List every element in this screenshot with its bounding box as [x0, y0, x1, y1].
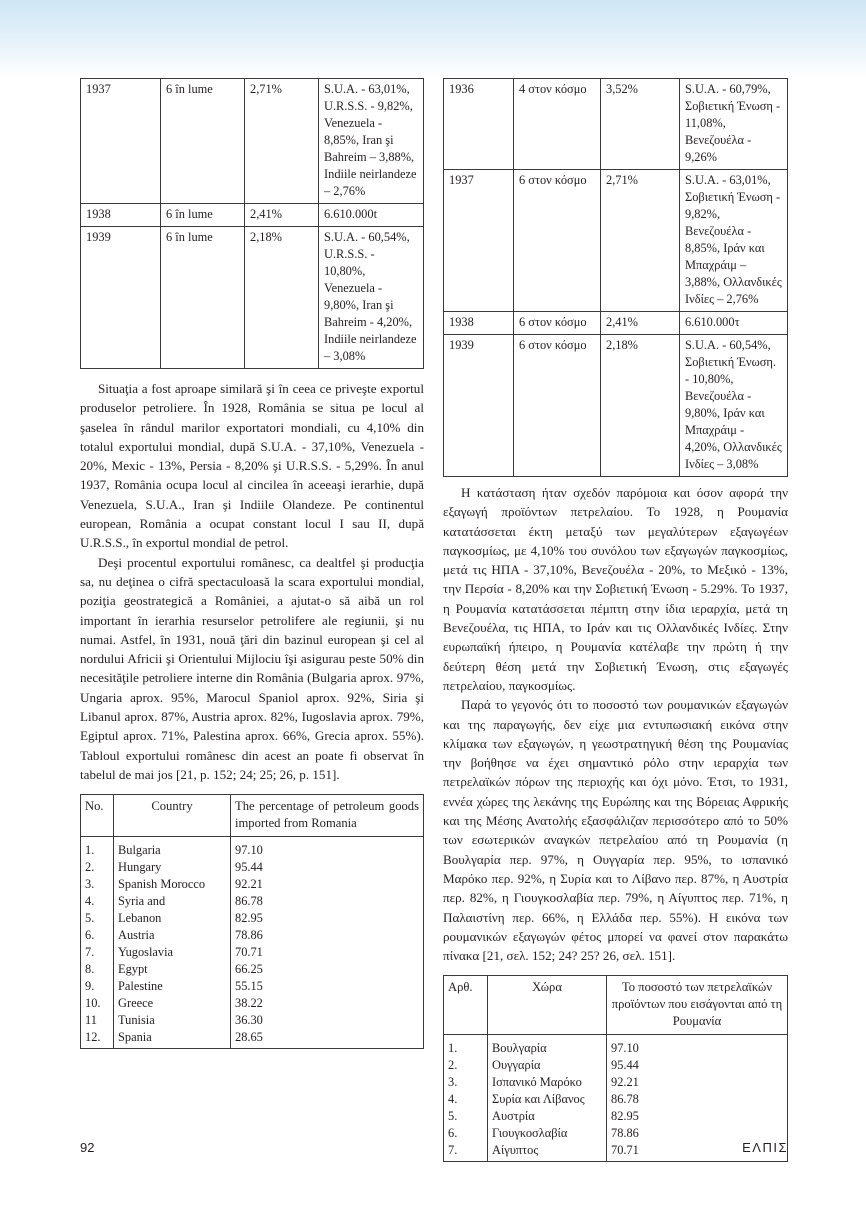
export-row: [444, 335, 788, 477]
cell-country: Αίγυπτος: [488, 1142, 607, 1162]
cell-year: 1936: [444, 79, 514, 170]
cell-number: 5.: [85, 911, 95, 926]
table-row: [444, 1142, 788, 1162]
table-row: [444, 1091, 788, 1108]
journal-name: ΕΛΠΙΣ: [742, 1140, 788, 1155]
cell-number: 3.: [448, 1075, 458, 1090]
cell-note: S.U.A. - 60,54%, Σοβιετική Ένωση. - 10,80%, Βενεζουέλα - 9,80%, Ιράν και Μπαχράιμ - 4,20%, Ολλανδικές Ινδίες – 3,08%: [680, 335, 788, 477]
table-row: [444, 1125, 788, 1142]
export-row: [444, 312, 788, 335]
cell-country: Greece: [114, 995, 231, 1012]
table-row: [81, 995, 424, 1012]
table-row: [81, 1012, 424, 1029]
cell-percentage: 70.71: [231, 944, 424, 961]
header-percentage: The percentage of petroleum goods imported from Romania: [231, 795, 424, 837]
cell-year: 1938: [444, 312, 514, 335]
header-xora: Χώρα: [488, 976, 607, 1035]
cell-rank: 6 în lume: [161, 227, 245, 369]
cell-percentage: 86.78: [231, 893, 424, 910]
cell-number: 11: [85, 1013, 97, 1028]
table-row: [444, 1108, 788, 1125]
export-ranking-table-gr: [443, 78, 788, 477]
cell-percentage: 78.86: [607, 1125, 788, 1142]
cell-percentage: 82.95: [607, 1108, 788, 1125]
table-row: [81, 944, 424, 961]
cell-country: Lebanon: [114, 910, 231, 927]
cell-number: 7.: [85, 945, 95, 960]
paragraph-gr-2: Παρά το γεγονός ότι το ποσοστό των ρουμανικών εξαγωγών και της παραγωγής, δεν είχε μια εντυπωσιακή εικόνα στην κλίμακα των εξαγωγών, η γεωστρατηγική θέση της Ρουμανίας την βοήθησε να έχει σημαντικό ρόλο στην ιεραρχία των πετρελαϊκών πόρων της περιοχής και όχι μόνο. Έτσι, το 1931, εννέα χώρες της λεκάνης της Ευρώπης και της Βόρειας Αφρικής και της Μέσης Ανατολής εξασφάλιζαν περισσότερο από το 50% των εσωτερικών αναγκών πετρελαίου από τη Ρουμανία (η Βουλγαρία περ. 97%, η Ουγγαρία περ. 95%, το ισπανικό Μαρόκο περ. 92%, η Συρία και το Λίβανο περ. 87%, η Αυστρία περ. 82%, η Γιουγκοσλαβία περ. 79%, η Αίγυπτος περ. 71%, η Παλαιστίνη περ. 66%, η Ελλάδα περ. 55%). Η εικόνα των ρουμανικών εξαγωγών φέτος μπορεί να φανεί στον παρακάτω πίνακα [21, σελ. 152; 24? 25? 26, σελ. 151].: [443, 697, 788, 964]
cell-percentage: 95.44: [231, 859, 424, 876]
cell-percentage: 70.71: [607, 1142, 788, 1162]
cell-country: Austria: [114, 927, 231, 944]
table-row: [444, 1057, 788, 1074]
cell-country: Spania: [114, 1029, 231, 1049]
cell-number: 10.: [85, 996, 101, 1011]
table-row: [81, 978, 424, 995]
cell-country: Ουγγαρία: [488, 1057, 607, 1074]
cell-number: 8.: [85, 962, 95, 977]
cell-country: Ισπανικό Μαρόκο: [488, 1074, 607, 1091]
cell-year: 1939: [444, 335, 514, 477]
cell-note: 6.610.000t: [319, 204, 424, 227]
cell-pct: 2,18%: [601, 335, 680, 477]
cell-pct: 2,41%: [245, 204, 319, 227]
header-no: No.: [81, 795, 114, 837]
cell-pct: 2,18%: [245, 227, 319, 369]
cell-country: Egypt: [114, 961, 231, 978]
export-row: [81, 227, 424, 369]
cell-year: 1938: [81, 204, 161, 227]
cell-country: Syria and: [114, 893, 231, 910]
cell-note: S.U.A. - 60,79%, Σοβιετική Ένωση - 11,08%, Βενεζουέλα - 9,26%: [680, 79, 788, 170]
cell-year: 1937: [81, 79, 161, 204]
cell-number: 3.: [85, 877, 95, 892]
import-table-gr: [443, 975, 788, 1162]
cell-percentage: 36.30: [231, 1012, 424, 1029]
cell-year: 1937: [444, 170, 514, 312]
cell-percentage: 38.22: [231, 995, 424, 1012]
table-row: [81, 876, 424, 893]
cell-percentage: 28.65: [231, 1029, 424, 1049]
cell-rank: 6 στον κόσμο: [514, 335, 601, 477]
cell-country: Γιουγκοσλαβία: [488, 1125, 607, 1142]
table-row: [81, 961, 424, 978]
cell-number: 4.: [448, 1092, 458, 1107]
export-row: [81, 204, 424, 227]
cell-country: Bulgaria: [114, 837, 231, 860]
cell-number: 6.: [448, 1126, 458, 1141]
table-row: [81, 893, 424, 910]
cell-rank: 6 în lume: [161, 79, 245, 204]
cell-note: S.U.A. - 63,01%, U.R.S.S. - 9,82%, Venezuela - 8,85%, Iran şi Bahreim – 3,88%, Indiile neirlandeze – 2,76%: [319, 79, 424, 204]
header-arth: Αρθ.: [444, 976, 488, 1035]
cell-country: Βουλγαρία: [488, 1035, 607, 1058]
cell-percentage: 97.10: [607, 1035, 788, 1058]
header-band: [0, 0, 866, 78]
cell-pct: 2,41%: [601, 312, 680, 335]
cell-percentage: 82.95: [231, 910, 424, 927]
cell-country: Hungary: [114, 859, 231, 876]
cell-number: 2.: [448, 1058, 458, 1073]
export-row: [444, 170, 788, 312]
export-row: [81, 79, 424, 204]
export-row: [444, 79, 788, 170]
cell-number: 9.: [85, 979, 95, 994]
table-row: [444, 1074, 788, 1091]
header-country: Country: [114, 795, 231, 837]
cell-number: 4.: [85, 894, 95, 909]
cell-number: 6.: [85, 928, 95, 943]
cell-percentage: 92.21: [231, 876, 424, 893]
left-column: [80, 78, 424, 1049]
cell-percentage: 97.10: [231, 837, 424, 860]
export-ranking-table-ro: [80, 78, 424, 369]
cell-year: 1939: [81, 227, 161, 369]
cell-pct: 2,71%: [601, 170, 680, 312]
paragraph-ro-2: Deşi procentul exportului românesc, ca dealtfel şi producţia sa, nu deţinea o cifră spectaculoasă la scara exportului mondial, poziţia geostrategică a României, a ajutat-o să aibă un rol important în ierarhia resurselor petrolifere ale regiunii, şi nu numai. Astfel, în 1931, nouă ţări din bazinul european şi cel al nordului Africii şi Orientului Mijlociu îşi asigurau peste 50% din necesităţile petroliere interne din România (Bulgaria aprox. 97%, Ungaria aprox. 95%, Marocul Spaniol aprox. 92%, Siria şi Libanul aprox. 87%, Austria aprox. 82%, Iugoslavia aprox. 79%, Egiptul aprox. 71%, Palestina aprox. 66%, Grecia aprox. 55%). Tabloul exportului românesc din acest an poate fi observat în tabelul de mai jos [21, p. 152; 24; 25; 26, p. 151].: [80, 554, 424, 782]
table-row: [81, 910, 424, 927]
paragraph-ro-1: Situaţia a fost aproape similară şi în ceea ce priveşte exportul produselor petroliere. În 1928, România se situa pe locul al şaselea în rândul marilor exportatori mondiali, cu 4,10% din totalul exportului mondial, după S.U.A. - 37,10%, Venezuela - 20%, Mexic - 13%, Persia - 8,20% şi U.R.S.S. - 5,29%. În anul 1937, România ocupa locul al cincilea în aceeaşi ierarhie, după Venezuela, S.U.A., Iran şi Indiile Olandeze. Pe continentul european, România a ocupat constant locul I sau II, după U.R.S.S., în exportul mondial de petrol.: [80, 381, 424, 551]
cell-percentage: 66.25: [231, 961, 424, 978]
cell-percentage: 55.15: [231, 978, 424, 995]
cell-percentage: 95.44: [607, 1057, 788, 1074]
cell-note: S.U.A. - 60,54%, U.R.S.S. - 10,80%, Venezuela - 9,80%, Iran şi Bahreim - 4,20%, Indiile neirlandeze – 3,08%: [319, 227, 424, 369]
cell-note: 6.610.000τ: [680, 312, 788, 335]
table-row: [81, 837, 424, 860]
table-row: [444, 1035, 788, 1058]
cell-rank: 6 în lume: [161, 204, 245, 227]
cell-number: 5.: [448, 1109, 458, 1124]
cell-country: Tunisia: [114, 1012, 231, 1029]
cell-country: Yugoslavia: [114, 944, 231, 961]
cell-pct: 2,71%: [245, 79, 319, 204]
import-table-en: [80, 794, 424, 1049]
cell-number: 12.: [85, 1030, 101, 1045]
table-row: [81, 859, 424, 876]
cell-number: 1.: [85, 843, 95, 858]
cell-rank: 6 στον κόσμο: [514, 170, 601, 312]
cell-rank: 6 στον κόσμο: [514, 312, 601, 335]
cell-number: 2.: [85, 860, 95, 875]
cell-percentage: 92.21: [607, 1074, 788, 1091]
cell-rank: 4 στον κόσμο: [514, 79, 601, 170]
header-pososto: Το ποσοστό των πετρελαϊκών προϊόντων που εισάγονται από τη Ρουμανία: [607, 976, 788, 1035]
cell-percentage: 86.78: [607, 1091, 788, 1108]
cell-number: 7.: [448, 1143, 458, 1158]
page-number: 92: [80, 1140, 95, 1155]
cell-pct: 3,52%: [601, 79, 680, 170]
paragraph-gr-1: Η κατάσταση ήταν σχεδόν παρόμοια και όσον αφορά την εξαγωγή προϊόντων πετρελαίου. Το 1928, η Ρουμανία κατατάσσεται έκτη μεταξύ των μεγαλύτερων εξαγωγέων παγκοσμίως, με 4,10% του συνόλου των εξαγωγών παγκοσμίως, μετά τις ΗΠΑ - 37,10%, Βενεζουέλα - 20%, το Μεξικό - 13%, την Περσία - 8,20% και την Σοβιετική Ένωση - 5.29%. Το 1937, η Ρουμανία κατατάσσεται πέμπτη στην ίδια ιεραρχία, μετά τη Βενεζουέλα, τις ΗΠΑ, το Ιράν και τις Ολλανδικές Ινδίες. Στην ευρωπαϊκή ήπειρο, η Ρουμανία κατέλαβε την πρώτη ή την δεύτερη θέση μετά την Σοβιετική Ένωση, στις εξαγωγές πετρελαίου, παγκοσμίως.: [443, 485, 788, 693]
cell-number: 1.: [448, 1041, 458, 1056]
cell-country: Αυστρία: [488, 1108, 607, 1125]
cell-percentage: 78.86: [231, 927, 424, 944]
right-column: [443, 78, 788, 1162]
cell-note: S.U.A. - 63,01%, Σοβιετική Ένωση - 9,82%, Βενεζουέλα - 8,85%, Ιράν και Μπαχράιμ – 3,88%, Ολλανδικές Ινδίες – 2,76%: [680, 170, 788, 312]
table-row: [81, 1029, 424, 1049]
table-row: [81, 927, 424, 944]
cell-country: Palestine: [114, 978, 231, 995]
cell-country: Spanish Morocco: [114, 876, 231, 893]
cell-country: Συρία και Λίβανος: [488, 1091, 607, 1108]
